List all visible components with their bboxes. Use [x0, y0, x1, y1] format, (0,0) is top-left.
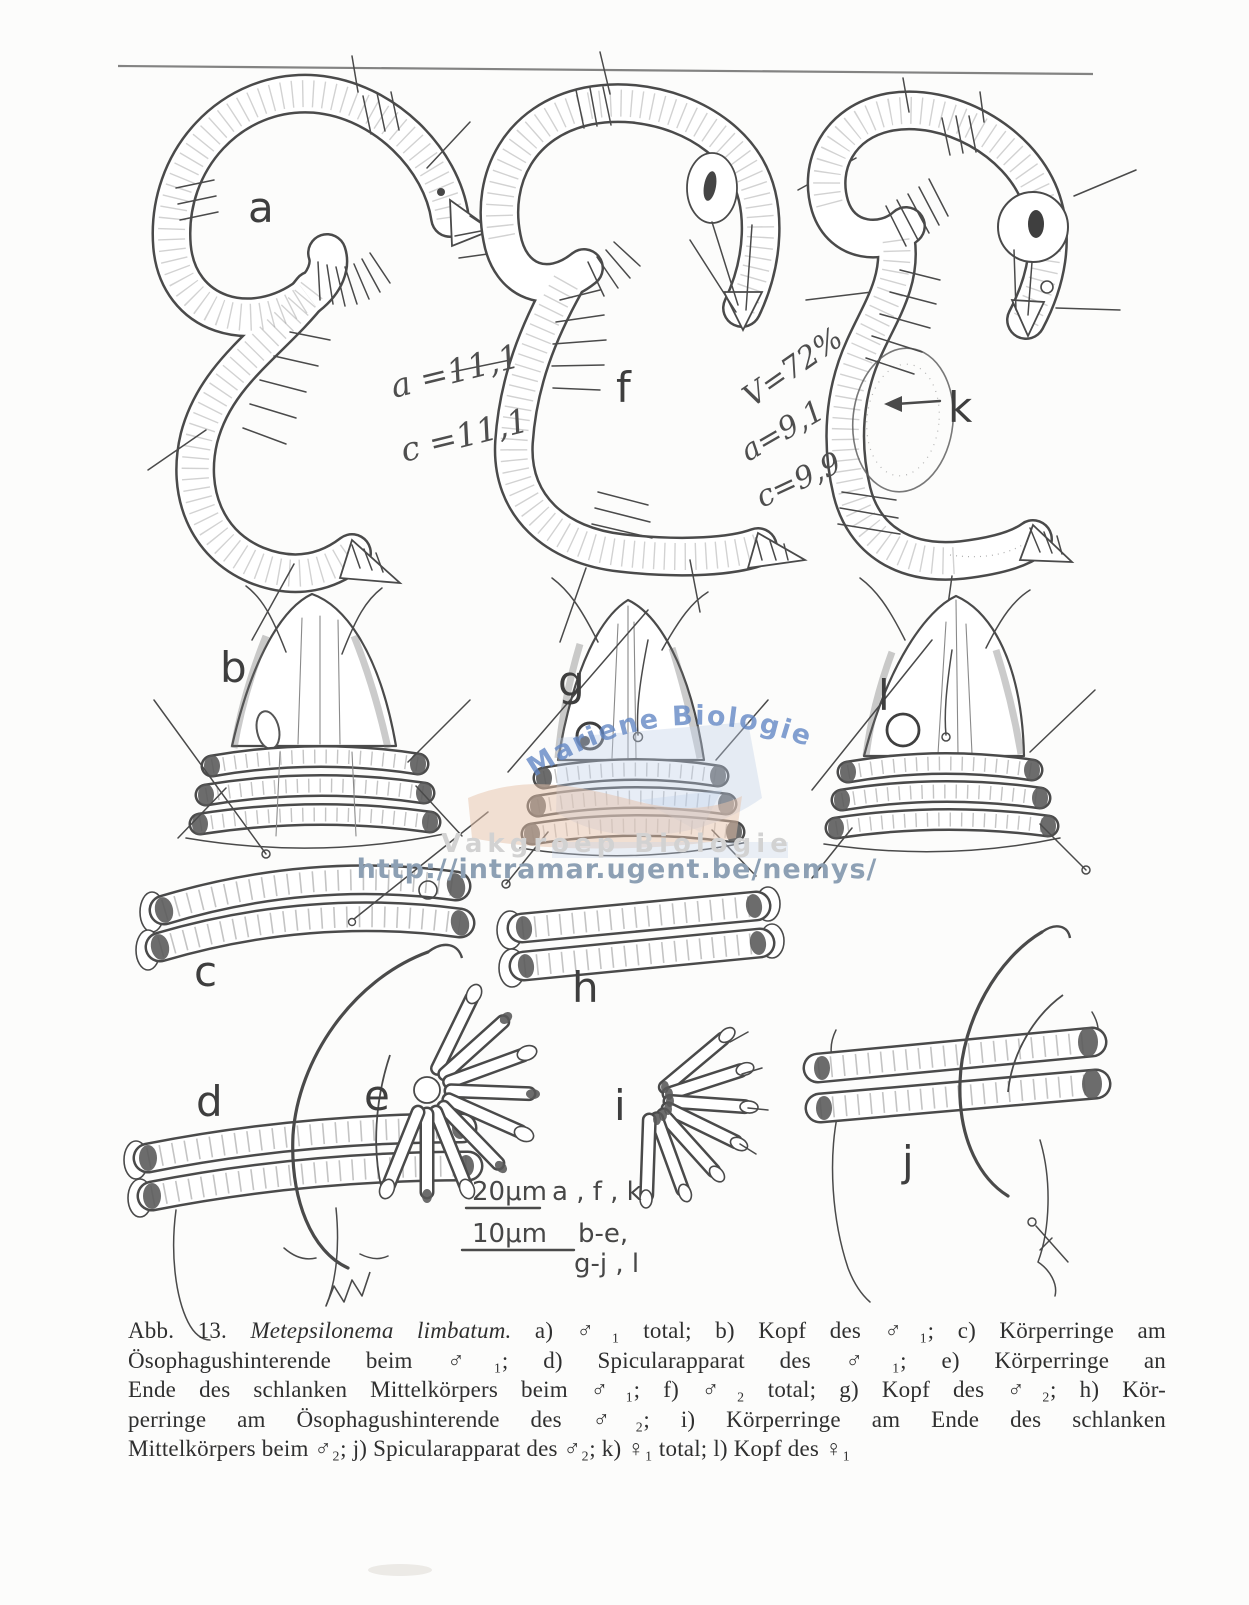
caption-line-1 — [128, 1316, 1166, 1346]
caption-line-1-rest: a) ♂₁ total; b) Kopf des ♂₁; c) Körperringe am — [511, 1318, 1166, 1343]
watermark-arc-text: Mariene Biologie — [521, 700, 817, 784]
panel-label-b: b — [220, 643, 247, 692]
panel-label-f: f — [616, 363, 631, 412]
annotation-k-a: a=9,1 — [734, 393, 831, 469]
panel-label-d: d — [196, 1077, 223, 1126]
watermark-url: http://intramar.ugent.be/nemys/ — [356, 854, 878, 885]
scalebar-10um-applies-2: g-j , l — [574, 1249, 640, 1279]
panel-label-g: g — [558, 657, 585, 706]
panel-label-a: a — [248, 183, 274, 232]
panel-i-drawing — [640, 1025, 768, 1208]
panel-k-drawing — [827, 78, 1136, 648]
panel-a-drawing — [148, 56, 502, 640]
caption-line-4: perringe am Ösophagushinterende des ♂₂; i) Körperringe am Ende des schlanken — [128, 1406, 1166, 1432]
scalebar-10um-applies-1: b-e, — [578, 1219, 629, 1249]
watermark-group-text: Vakgroep Biologie — [441, 829, 793, 859]
annotation-f-a: a =11,1 — [386, 336, 524, 406]
caption-line-5: Mittelkörpers beim ♂₂; j) Spicularapparat des ♂₂; k) ♀₁ total; l) Kopf des ♀₁ — [128, 1436, 851, 1461]
panel-label-e: e — [364, 1071, 390, 1120]
panel-j-drawing — [814, 926, 1102, 1302]
panel-label-l: l — [878, 671, 890, 720]
scan-smudge — [368, 1564, 432, 1576]
panel-label-c: c — [194, 947, 218, 996]
panel-label-j: j — [902, 1137, 914, 1186]
caption-abb: Abb. 13. — [128, 1318, 251, 1343]
panel-l-drawing — [812, 578, 1095, 878]
panel-e-drawing — [377, 982, 540, 1203]
scalebar-10um-value: 10μm — [472, 1219, 547, 1249]
annotation-k-v: V=72% — [736, 320, 850, 415]
panel-label-i: i — [614, 1081, 626, 1130]
caption-species-name: Metepsilonema limbatum. — [250, 1318, 512, 1343]
panel-h-drawing — [497, 887, 784, 987]
panel-label-h: h — [572, 963, 599, 1012]
figure-caption — [128, 1316, 1166, 1464]
scalebar-20um-value: 20μm — [472, 1177, 547, 1207]
caption-line-3: Ende des schlanken Mittelkörpers beim ♂₁; f) ♂₂ total; g) Kopf des ♂₂; h) Kör- — [128, 1377, 1166, 1402]
scalebar-20um-applies: a , f , k — [552, 1177, 642, 1207]
caption-line-2: Ösophagushinterende beim ♂₁; d) Spicularapparat des ♂₁; e) Körperringe an — [128, 1347, 1166, 1373]
panel-label-k: k — [948, 383, 973, 432]
annotation-f-c: c =11,1 — [396, 400, 533, 470]
annotation-k-c: c=9,9 — [750, 445, 847, 516]
scalebar-group — [462, 1177, 642, 1279]
panel-b-drawing — [154, 586, 470, 858]
